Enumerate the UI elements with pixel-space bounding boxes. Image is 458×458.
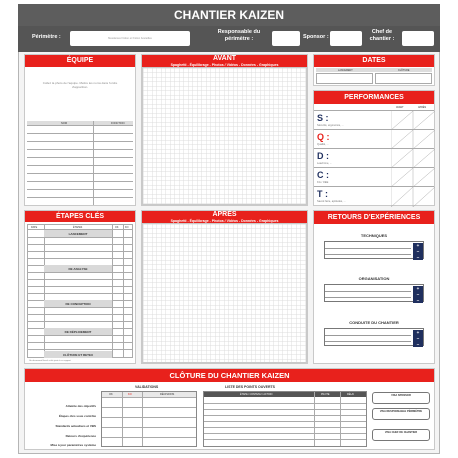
minus-button[interactable]: − bbox=[413, 298, 423, 304]
perf-desc: Qualité, ... bbox=[317, 143, 329, 146]
apres-grid[interactable] bbox=[142, 223, 307, 363]
visa-chef-field[interactable]: VISA CHEF DE CHANTIER bbox=[372, 429, 430, 441]
retours-conduite-box[interactable] bbox=[324, 328, 424, 346]
perf-cells bbox=[391, 168, 435, 187]
perf-row[interactable] bbox=[314, 110, 434, 129]
validations-title: VALIDATIONS bbox=[135, 385, 159, 389]
meta-bar bbox=[18, 26, 440, 52]
retours-section-label: TECHNIQUES bbox=[360, 233, 388, 238]
validation-row-label: Retours d'expérience bbox=[65, 434, 96, 438]
responsable-field[interactable] bbox=[272, 31, 300, 46]
sponsor-label: Sponsor : bbox=[303, 34, 329, 40]
validations-col-ok: OK bbox=[109, 393, 113, 396]
perf-letter: D : bbox=[317, 151, 329, 161]
etape-phase: LANCEMENT bbox=[68, 231, 88, 236]
plus-button[interactable]: + bbox=[413, 243, 423, 249]
etape-phase: CLÔTURE ET RETEX bbox=[62, 352, 93, 357]
perf-desc: KG / OEE bbox=[317, 181, 329, 184]
etapes-col-date: DATE bbox=[31, 225, 38, 229]
avant-title: AVANT bbox=[212, 55, 237, 62]
equipe-photo-hint[interactable]: Collez la photo de l'équipe. Mettre les noms dans l'ordre d'apparition. bbox=[42, 81, 118, 89]
minus-button[interactable]: − bbox=[413, 249, 423, 255]
retours-panel bbox=[313, 210, 435, 364]
perf-cells bbox=[391, 187, 435, 207]
perimetre-field[interactable]: Mesdames finition et finition bouteilles bbox=[70, 31, 190, 46]
date-cloture-field[interactable] bbox=[375, 73, 432, 84]
perf-desc: Savoir-faire, aptitudes, ... bbox=[317, 200, 346, 203]
avant-grid[interactable] bbox=[142, 67, 307, 205]
etapes-col-etapes: ÉTAPES bbox=[73, 225, 83, 229]
plus-button[interactable]: + bbox=[413, 330, 423, 336]
apres-header bbox=[142, 211, 307, 223]
date-lancement-field[interactable] bbox=[316, 73, 373, 84]
visa-responsable-field[interactable]: VISA RESPONSABLE PÉRIMÈTRE bbox=[372, 408, 430, 420]
perimetre-label: Périmètre : bbox=[32, 34, 61, 40]
perf-col-apres: APRÈS bbox=[418, 106, 427, 109]
avant-subtitle: Spaghetti - Équilibrage - Photos / Vidéos - Données - Graphiques bbox=[170, 63, 279, 67]
points-table bbox=[203, 391, 367, 447]
perf-cells bbox=[391, 111, 435, 130]
retours-techniques-box[interactable] bbox=[324, 241, 424, 259]
cloture-title: CLÔTURE DU CHANTIER KAIZEN bbox=[25, 369, 434, 382]
equipe-title: ÉQUIPE bbox=[25, 55, 135, 67]
validations-col-decision: DÉCISIONS bbox=[160, 393, 175, 396]
points-title: LISTE DES POINTS OUVERTS bbox=[225, 385, 275, 389]
retours-organisation-box[interactable] bbox=[324, 284, 424, 302]
performances-title: PERFORMANCES bbox=[314, 91, 434, 104]
apres-panel bbox=[141, 210, 308, 364]
apres-title: APRÈS bbox=[212, 211, 237, 218]
perf-letter: Q : bbox=[317, 132, 330, 142]
etapes-panel bbox=[24, 210, 136, 364]
performances-panel bbox=[313, 90, 435, 206]
chef-label: Chef de chantier : bbox=[369, 29, 395, 42]
validation-row-label: Atteinte des objectifs bbox=[65, 404, 96, 408]
etapes-col-ok: OK bbox=[115, 225, 119, 229]
validations-col-ko: KO bbox=[128, 393, 132, 396]
validation-row-label: Standards actualisés et VBS bbox=[55, 424, 96, 428]
perf-cells bbox=[391, 130, 435, 149]
sponsor-field[interactable] bbox=[330, 31, 362, 46]
etapes-col-ko: KO bbox=[125, 225, 129, 229]
perf-rows bbox=[314, 110, 434, 205]
perf-letter: S : bbox=[317, 113, 329, 123]
points-col-etape: ÉTAPE / CONTENU / ACTION bbox=[240, 393, 273, 396]
perf-cells bbox=[391, 149, 435, 168]
equipe-table bbox=[27, 121, 133, 205]
dates-panel bbox=[313, 54, 435, 86]
retours-section-label: ORGANISATION bbox=[358, 276, 390, 281]
equipe-panel bbox=[24, 54, 136, 206]
dates-col-cloture: CLÔTURE bbox=[398, 68, 410, 72]
minus-button[interactable]: − bbox=[413, 292, 423, 298]
minus-button[interactable]: − bbox=[413, 342, 423, 348]
plus-button[interactable]: + bbox=[413, 286, 423, 292]
etapes-title: ÉTAPES CLÉS bbox=[25, 211, 135, 222]
minus-button[interactable]: − bbox=[413, 336, 423, 342]
points-col-delai: DÉLAI bbox=[347, 393, 354, 396]
apres-subtitle: Spaghetti - Équilibrage - Photos / Vidéos - Données - Graphiques bbox=[170, 219, 279, 223]
validations-table bbox=[101, 391, 197, 447]
retours-title: RETOURS D'EXPÉRIENCES bbox=[314, 211, 434, 224]
avant-panel bbox=[141, 54, 308, 206]
equipe-col-nom: NOM bbox=[61, 121, 68, 125]
etape-phase: DE DÉPLOIEMENT bbox=[64, 329, 92, 334]
avant-header bbox=[142, 55, 307, 67]
perf-row[interactable] bbox=[314, 148, 434, 167]
perf-desc: Sécurité, ergonomie, ... bbox=[317, 124, 344, 127]
dates-col-lancement: LANCEMENT bbox=[338, 68, 353, 72]
etape-phase: DE CONCEPTION bbox=[65, 301, 91, 306]
visa-sponsor-field[interactable]: VISA SPONSOR bbox=[372, 392, 430, 404]
perf-row[interactable] bbox=[314, 186, 434, 206]
validation-row-label: Étapes clés sous contrôle bbox=[58, 414, 96, 418]
etapes-table bbox=[27, 224, 133, 358]
validation-row-label: Mise à jour paramètres système bbox=[50, 443, 96, 447]
perf-desc: Lead time, ... bbox=[317, 162, 332, 165]
dates-title: DATES bbox=[314, 55, 434, 67]
equipe-col-fonction: FONCTION bbox=[111, 121, 125, 125]
page-title: CHANTIER KAIZEN bbox=[18, 4, 440, 26]
etape-phase: DE ANALYSE bbox=[68, 266, 88, 271]
minus-button[interactable]: − bbox=[413, 255, 423, 261]
perf-letter: C : bbox=[317, 170, 329, 180]
perf-row[interactable] bbox=[314, 129, 434, 148]
points-col-pilote: PILOTE bbox=[321, 393, 330, 396]
responsable-label: Responsable du périmètre : bbox=[217, 29, 261, 42]
perf-row[interactable] bbox=[314, 167, 434, 186]
perf-letter: T : bbox=[317, 189, 328, 199]
etapes-footnote: Un document Excel a été joint à ce support bbox=[29, 360, 71, 362]
chef-field[interactable] bbox=[402, 31, 434, 46]
retours-section-label: CONDUITE DU CHANTIER bbox=[349, 320, 399, 325]
perf-col-avant: AVANT bbox=[396, 106, 404, 109]
